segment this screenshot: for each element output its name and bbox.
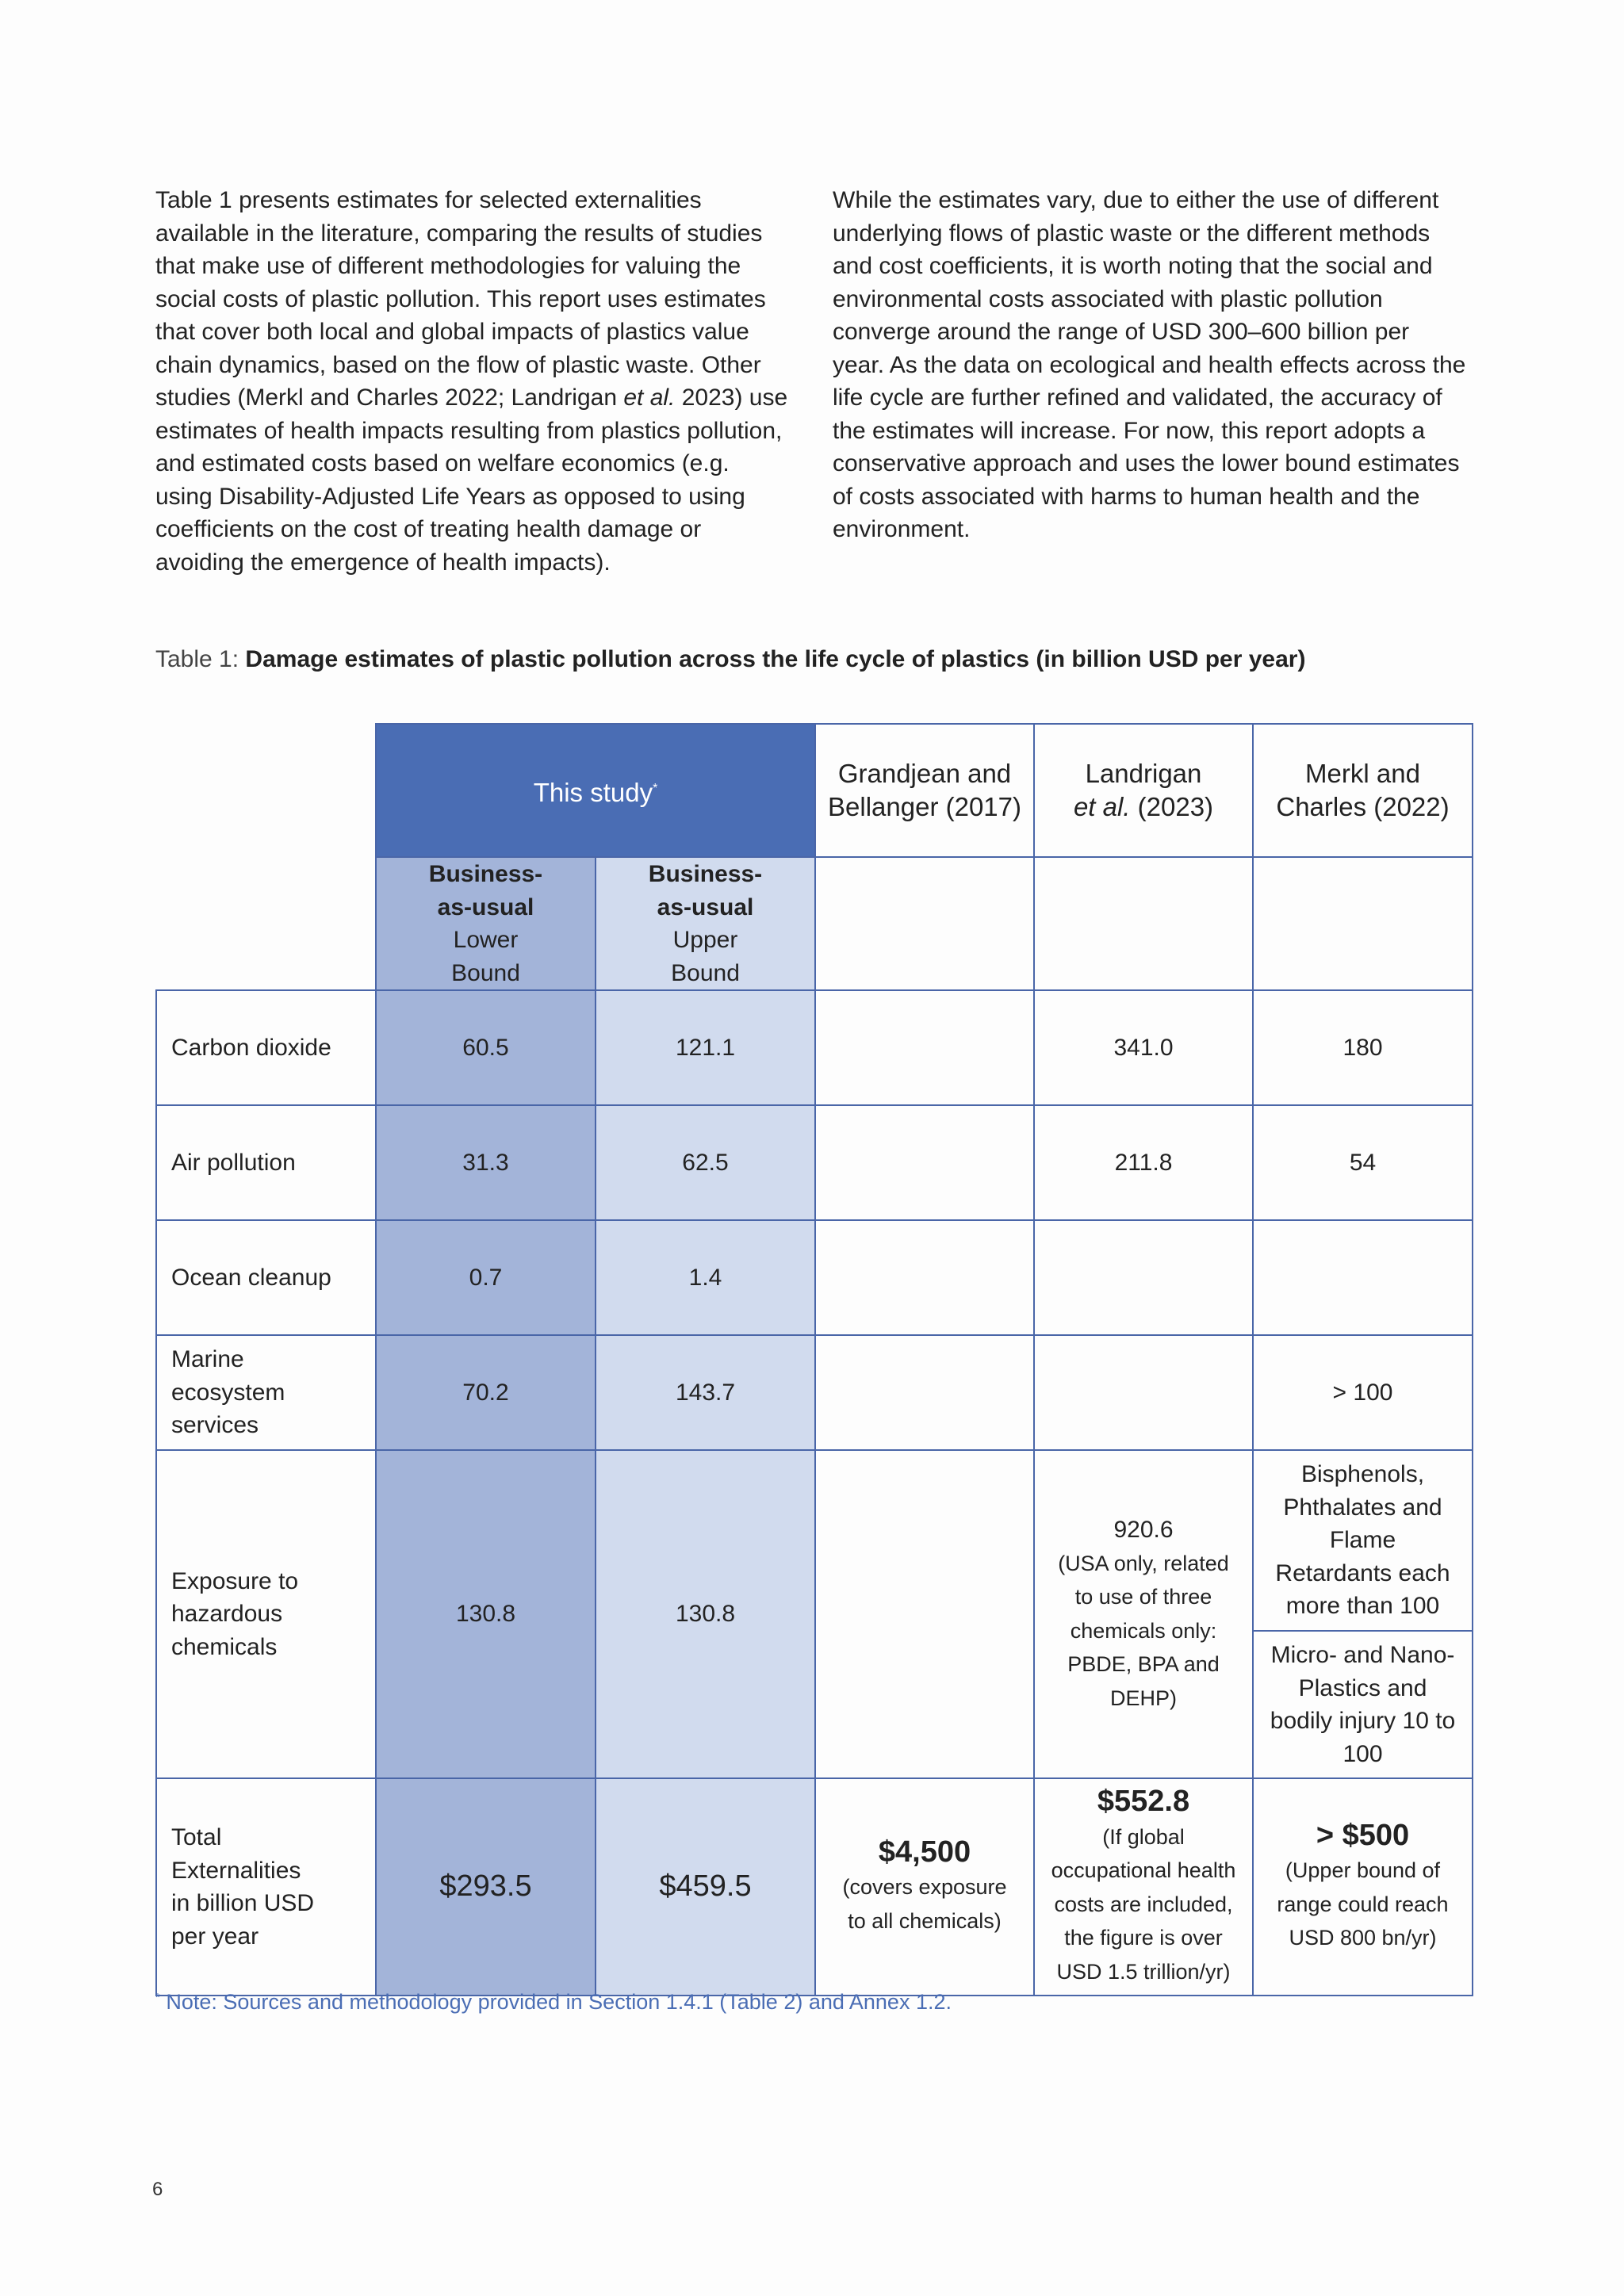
merkl-cell: 54 [1253,1105,1473,1220]
merkl-header: Merkl and Charles (2022) [1253,724,1473,857]
empty-cell [815,857,1034,990]
table-row-total [156,1778,1473,1996]
landrigan-cell: 341.0 [1034,990,1253,1105]
intro-right-paragraph: While the estimates vary, due to either the use of different underlying flows of plastic waste or the different methods and cost coefficients, it is worth noting that the social and environmental costs associated with plastic pollution converge around the range of USD 300–600 billion per year. As the data on ecological and health effects across the life cycle are further refined and validated, the accuracy of the estimates will increase. For now, this report adopts a conservative approach and uses the lower bound estimates of costs associated with harms to human health and the environment. [833,187,1466,542]
grandjean-cell [815,990,1034,1105]
upper-bound-cell: 62.5 [596,1105,815,1220]
grandjean-cell [815,1450,1034,1778]
damage-estimates-table [155,723,1473,1996]
landrigan-cell: 920.6 (USA only, related to use of three chemicals only: PBDE, BPA and DEHP) [1034,1450,1253,1778]
merkl-cell-chemicals: Bisphenols, Phthalates and Flame Retardants each more than 100 [1253,1450,1473,1631]
empty-cell [1253,857,1473,990]
corner-cell [156,724,376,857]
table-row [156,1450,1473,1631]
intro-left-paragraph: Table 1 presents estimates for selected externalities available in the literature, comparing the results of studies that make use of different methodologies for valuing the social costs of plastic pollution. This report uses estimates that cover both local and global impacts of plastics value chain dynamics, based on the flow of plastic waste. Other studies (Merkl and Charles 2022; Landrigan et al. 2023) use estimates of health impacts resulting from plastics pollution, and estimated costs based on welfare economics (e.g. using Disability-Adjusted Life Years as opposed to using coefficients on the cost of treating health damage or avoiding the emergence of health impacts). [155,187,788,576]
grandjean-header: Grandjean and Bellanger (2017) [815,724,1034,857]
table-row [156,1335,1473,1450]
table-row [156,990,1473,1105]
lower-bound-total: $293.5 [376,1778,596,1996]
lower-bound-header: Business-as-usual Lower Bound [376,857,596,990]
merkl-cell: > 100 [1253,1335,1473,1450]
upper-bound-cell: 1.4 [596,1220,815,1335]
lower-bound-cell: 70.2 [376,1335,596,1450]
landrigan-cell: 211.8 [1034,1105,1253,1220]
grandjean-cell [815,1335,1034,1450]
table-row [156,1220,1473,1335]
corner-cell [156,857,376,990]
grandjean-total: $4,500 (covers exposure to all chemicals) [815,1778,1034,1996]
upper-bound-cell: 143.7 [596,1335,815,1450]
page-number: 6 [152,2179,163,2200]
upper-bound-header: Business-as-usual Upper Bound [596,857,815,990]
row-label: Air pollution [156,1105,376,1220]
empty-cell [1034,857,1253,990]
merkl-cell [1253,1220,1473,1335]
merkl-total: > $500 (Upper bound of range could reach USD 800 bn/yr) [1253,1778,1473,1996]
upper-bound-total: $459.5 [596,1778,815,1996]
grandjean-cell [815,1220,1034,1335]
row-label: Marine ecosystem services [156,1335,376,1450]
row-label: Carbon dioxide [156,990,376,1105]
lower-bound-cell: 130.8 [376,1450,596,1778]
merkl-cell: 180 [1253,990,1473,1105]
landrigan-cell [1034,1335,1253,1450]
upper-bound-cell: 121.1 [596,990,815,1105]
caption-title: Damage estimates of plastic pollution across the life cycle of plastics (in billion USD per year) [245,646,1306,672]
merkl-cell-microplastics: Micro- and Nano-Plastics and bodily injury 10 to 100 [1253,1631,1473,1778]
table-footnote: * Note: Sources and methodology provided in Section 1.4.1 (Table 2) and Annex 1.2. [155,1990,952,2014]
row-label: Ocean cleanup [156,1220,376,1335]
this-study-header: This study* [376,724,815,857]
landrigan-header: Landrigan et al. (2023) [1034,724,1253,857]
caption-label: Table 1: [155,646,246,672]
lower-bound-cell: 31.3 [376,1105,596,1220]
landrigan-cell [1034,1220,1253,1335]
table-row [156,1105,1473,1220]
row-label: Exposure to hazardous chemicals [156,1450,376,1778]
landrigan-total: $552.8 (If global occupational health costs are included, the figure is over USD 1.5 trillion/yr) [1034,1778,1253,1996]
table-caption [155,644,1305,675]
lower-bound-cell: 60.5 [376,990,596,1105]
row-label-total: Total Externalities in billion USD per year [156,1778,376,1996]
lower-bound-cell: 0.7 [376,1220,596,1335]
grandjean-cell [815,1105,1034,1220]
upper-bound-cell: 130.8 [596,1450,815,1778]
